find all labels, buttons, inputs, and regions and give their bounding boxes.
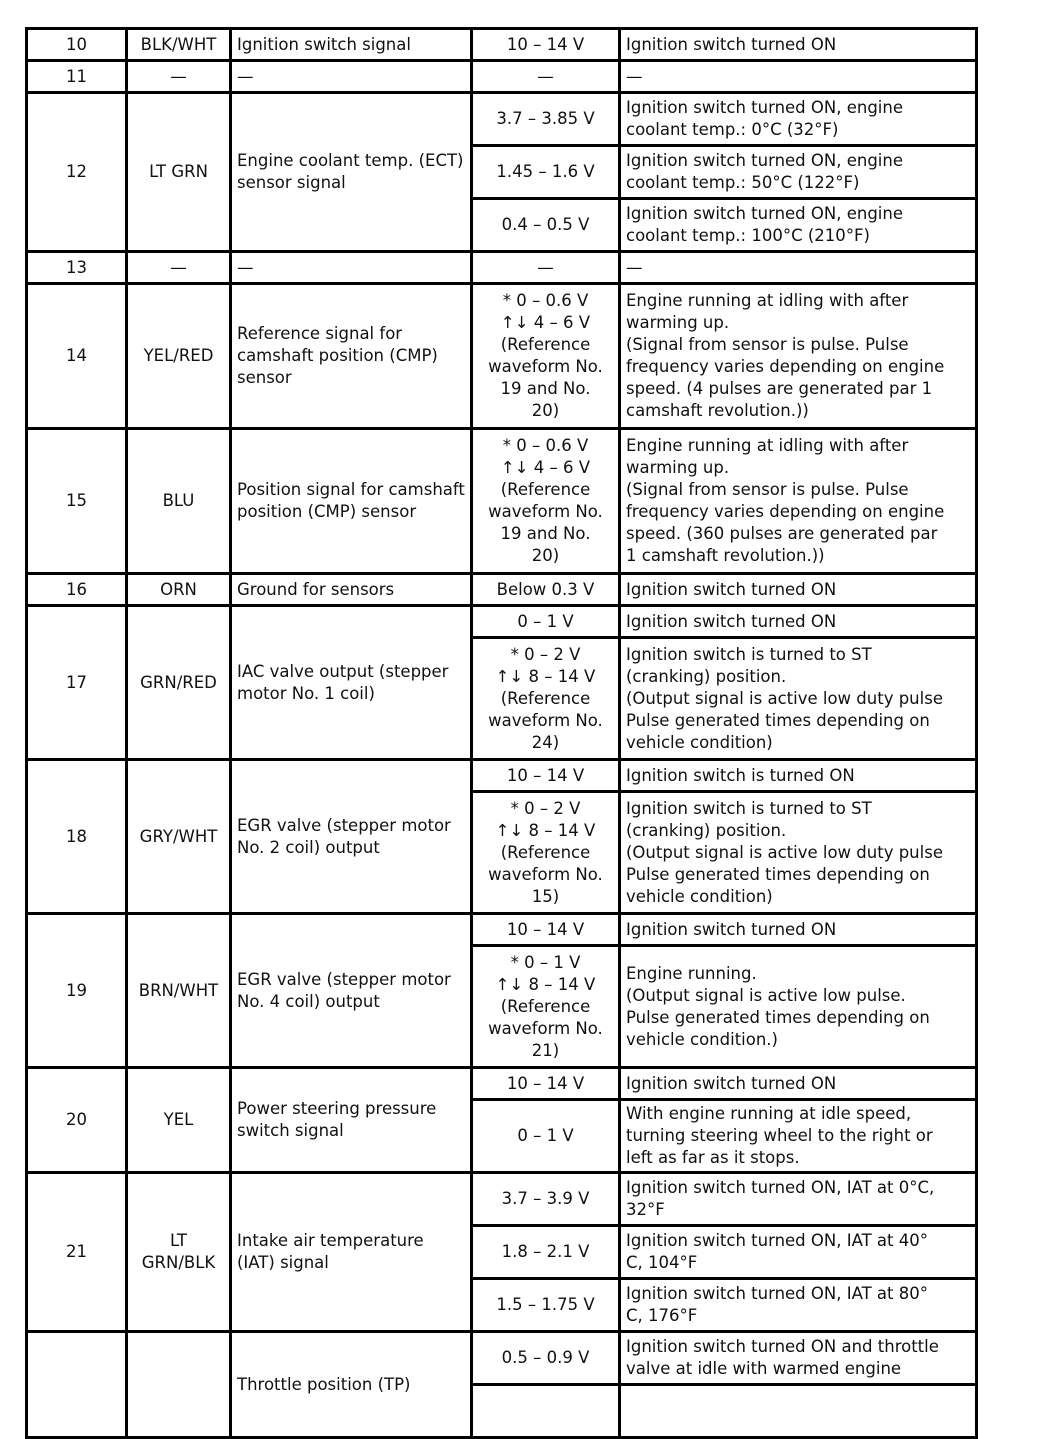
condition-cell [620,792,977,914]
condition-line: Engine running at idling with after [626,291,909,310]
wire-color: LT GRN [127,93,231,252]
circuit-description: Position signal for camshaft position (CMP) sensor [231,429,472,574]
voltage-line: — [537,257,554,277]
condition-cell [620,61,977,93]
table-row [27,574,977,606]
table-row [27,606,977,638]
condition-cell [620,638,977,760]
voltage-cell [472,1226,620,1279]
voltage-line: 0.4 – 0.5 V [501,215,590,234]
terminal-table-page [25,27,975,1394]
voltage-cell [472,760,620,792]
circuit-description: EGR valve (stepper motor No. 4 coil) output [231,914,472,1068]
wire-color: YEL [127,1068,231,1173]
voltage-cell [472,1279,620,1332]
condition-line: (Output signal is active low duty pulse [626,688,943,708]
wire-color: YEL/RED [127,284,231,429]
wire-color: ORN [127,574,231,606]
voltage-cell [472,61,620,93]
condition-line: speed. (4 pulses are generated par 1 [626,379,933,398]
condition-cell [620,29,977,61]
condition-line: Ignition switch turned ON, IAT at 40° [626,1231,928,1250]
circuit-description: Intake air temperature (IAT) signal [231,1173,472,1332]
condition-cell [620,760,977,792]
table-row [27,914,977,946]
terminal-number: 16 [27,574,127,606]
condition-line: (Output signal is active low pulse. [626,985,906,1005]
terminal-number: 21 [27,1173,127,1332]
voltage-line: — [537,66,554,86]
voltage-cell [472,252,620,284]
voltage-cell [472,1173,620,1226]
condition-line: camshaft revolution.)) [626,401,809,420]
condition-line: coolant temp.: 50°C (122°F) [626,173,860,192]
wire-color: BLU [127,429,231,574]
circuit-description: Engine coolant temp. (ECT) sensor signal [231,93,472,252]
table-row [27,252,977,284]
condition-cell [620,574,977,606]
condition-line: Ignition switch turned ON, engine [626,204,903,223]
voltage-line: (Reference [500,335,591,354]
condition-cell [620,1068,977,1100]
voltage-line: 24) [531,732,560,752]
table-row [27,429,977,574]
voltage-cell [472,606,620,638]
condition-cell [620,1173,977,1226]
circuit-description: Ignition switch signal [231,29,472,61]
voltage-cell [472,1068,620,1100]
voltage-cell [472,574,620,606]
condition-line: (cranking) position. [626,820,787,840]
circuit-description: Power steering pressure switch signal [231,1068,472,1173]
voltage-line: 1.5 – 1.75 V [496,1295,595,1314]
table-row [27,1173,977,1226]
voltage-line: 0 – 1 V [517,1126,574,1145]
condition-line: (Output signal is active low duty pulse [626,842,943,862]
voltage-line: 0 – 1 V [517,611,574,631]
condition-line: C, 176°F [626,1306,698,1325]
condition-line: Ignition switch is turned to ST [626,644,872,664]
voltage-line: waveform No. [488,864,603,884]
voltage-cell [472,946,620,1068]
voltage-line: waveform No. [488,710,603,730]
voltage-line: ↑↓ 4 – 6 V [500,313,591,332]
table-row [27,29,977,61]
circuit-description: Throttle position (TP) [231,1332,472,1438]
condition-line: Ignition switch turned ON, engine [626,151,903,170]
circuit-description: — [231,252,472,284]
condition-line: coolant temp.: 0°C (32°F) [626,120,839,139]
circuit-description: IAC valve output (stepper motor No. 1 coil) [231,606,472,760]
voltage-cell [472,93,620,146]
condition-cell [620,946,977,1068]
condition-line: 32°F [626,1200,665,1219]
condition-line: Ignition switch turned ON [626,919,837,939]
wire-color: GRY/WHT [127,760,231,914]
condition-line: (cranking) position. [626,666,787,686]
condition-cell [620,606,977,638]
condition-line: valve at idle with warmed engine [626,1359,902,1378]
voltage-cell [472,429,620,574]
terminal-number: 19 [27,914,127,1068]
condition-line: Ignition switch turned ON, IAT at 0°C, [626,1178,935,1197]
condition-line: warming up. [626,313,730,332]
condition-cell [620,146,977,199]
terminal-number: 10 [27,29,127,61]
voltage-line: waveform No. [488,357,603,376]
voltage-line: 19 and No. [500,379,591,398]
terminal-number: 13 [27,252,127,284]
voltage-line: * 0 – 2 V [510,798,581,818]
condition-cell [620,429,977,574]
voltage-cell [472,1332,620,1385]
terminal-number: 12 [27,93,127,252]
terminal-number: 17 [27,606,127,760]
condition-line: vehicle condition.) [626,1029,778,1049]
condition-cell [620,199,977,252]
voltage-line: 15) [531,886,560,906]
condition-line: frequency varies depending on engine [626,502,945,521]
voltage-line: waveform No. [488,502,603,521]
condition-line: Ignition switch is turned to ST [626,798,872,818]
voltage-cell [472,792,620,914]
voltage-line: 20) [531,546,560,565]
condition-line: Ignition switch turned ON, IAT at 80° [626,1284,928,1303]
condition-line: turning steering wheel to the right or [626,1126,933,1145]
table-row [27,760,977,792]
terminal-number [27,1332,127,1438]
condition-line: speed. (360 pulses are generated par [626,524,938,543]
voltage-line: 10 – 14 V [506,765,585,785]
circuit-description: Ground for sensors [231,574,472,606]
condition-line: C, 104°F [626,1253,698,1272]
terminal-number: 11 [27,61,127,93]
voltage-line: 21) [531,1040,560,1060]
table-row [27,284,977,429]
voltage-line: * 0 – 0.6 V [502,291,589,310]
table-row [27,93,977,146]
condition-line: Engine running at idling with after [626,436,909,455]
voltage-line: 0.5 – 0.9 V [501,1348,590,1367]
voltage-line: 19 and No. [500,524,591,543]
condition-cell [620,1332,977,1385]
wire-color: BRN/WHT [127,914,231,1068]
voltage-line: 10 – 14 V [506,34,585,54]
ecm-terminal-table [25,27,978,1439]
condition-line: Engine running. [626,963,757,983]
condition-line: Ignition switch turned ON [626,611,837,631]
voltage-line: ↑↓ 4 – 6 V [500,458,591,477]
condition-cell [620,252,977,284]
condition-cell [620,914,977,946]
voltage-line: 20) [531,401,560,420]
terminal-number: 18 [27,760,127,914]
voltage-cell [472,284,620,429]
condition-line: Ignition switch turned ON [626,1073,837,1093]
condition-line: Pulse generated times depending on [626,710,930,730]
voltage-cell [472,29,620,61]
condition-line: Ignition switch turned ON [626,34,837,54]
circuit-description: — [231,61,472,93]
condition-cell [620,93,977,146]
voltage-line: 10 – 14 V [506,1073,585,1093]
condition-line: Ignition switch turned ON and throttle [626,1337,939,1356]
voltage-line: * 0 – 2 V [510,644,581,664]
condition-line: — [626,257,643,277]
wire-color [127,1332,231,1438]
condition-line: left as far as it stops. [626,1148,800,1167]
condition-cell [620,1226,977,1279]
circuit-description: EGR valve (stepper motor No. 2 coil) output [231,760,472,914]
condition-line: Pulse generated times depending on [626,864,930,884]
voltage-line: (Reference [500,688,591,708]
voltage-cell [472,1100,620,1173]
voltage-line: 3.7 – 3.85 V [496,109,595,128]
voltage-cell [472,638,620,760]
voltage-line: ↑↓ 8 – 14 V [495,974,596,994]
condition-line: vehicle condition) [626,732,773,752]
condition-line: (Signal from sensor is pulse. Pulse [626,335,909,354]
condition-cell [620,1279,977,1332]
voltage-cell [472,914,620,946]
condition-cell [620,1100,977,1173]
wire-color: GRN/RED [127,606,231,760]
condition-line: Ignition switch is turned ON [626,765,855,785]
voltage-line: * 0 – 0.6 V [502,436,589,455]
voltage-line: (Reference [500,842,591,862]
terminal-number: 20 [27,1068,127,1173]
voltage-cell [472,199,620,252]
condition-line: Pulse generated times depending on [626,1007,930,1027]
voltage-line: ↑↓ 8 – 14 V [495,666,596,686]
voltage-line: (Reference [500,996,591,1016]
terminal-number: 14 [27,284,127,429]
condition-cell [620,284,977,429]
condition-line: frequency varies depending on engine [626,357,945,376]
condition-line: — [626,66,643,86]
table-row [27,1068,977,1100]
voltage-line: ↑↓ 8 – 14 V [495,820,596,840]
condition-line: Ignition switch turned ON [626,579,837,599]
wire-color: BLK/WHT [127,29,231,61]
condition-line: warming up. [626,458,730,477]
voltage-cell [472,146,620,199]
wire-color: — [127,252,231,284]
condition-line: Ignition switch turned ON, engine [626,98,903,117]
voltage-line: 1.8 – 2.1 V [501,1242,590,1261]
voltage-line: 3.7 – 3.9 V [501,1189,590,1208]
condition-line: 1 camshaft revolution.)) [626,546,825,565]
condition-line: With engine running at idle speed, [626,1104,912,1123]
wire-color: — [127,61,231,93]
condition-line: coolant temp.: 100°C (210°F) [626,226,870,245]
condition-cell [620,1385,977,1438]
voltage-line: Below 0.3 V [496,579,595,599]
wire-color: LT GRN/BLK [127,1173,231,1332]
terminal-number: 15 [27,429,127,574]
condition-line: vehicle condition) [626,886,773,906]
condition-line: (Signal from sensor is pulse. Pulse [626,480,909,499]
voltage-line: * 0 – 1 V [510,952,581,972]
voltage-line: 10 – 14 V [506,919,585,939]
voltage-line: waveform No. [488,1018,603,1038]
voltage-line: 1.45 – 1.6 V [496,162,595,181]
table-row [27,1332,977,1385]
table-row [27,61,977,93]
circuit-description: Reference signal for camshaft position (CMP) sensor [231,284,472,429]
voltage-cell [472,1385,620,1438]
voltage-line: (Reference [500,480,591,499]
